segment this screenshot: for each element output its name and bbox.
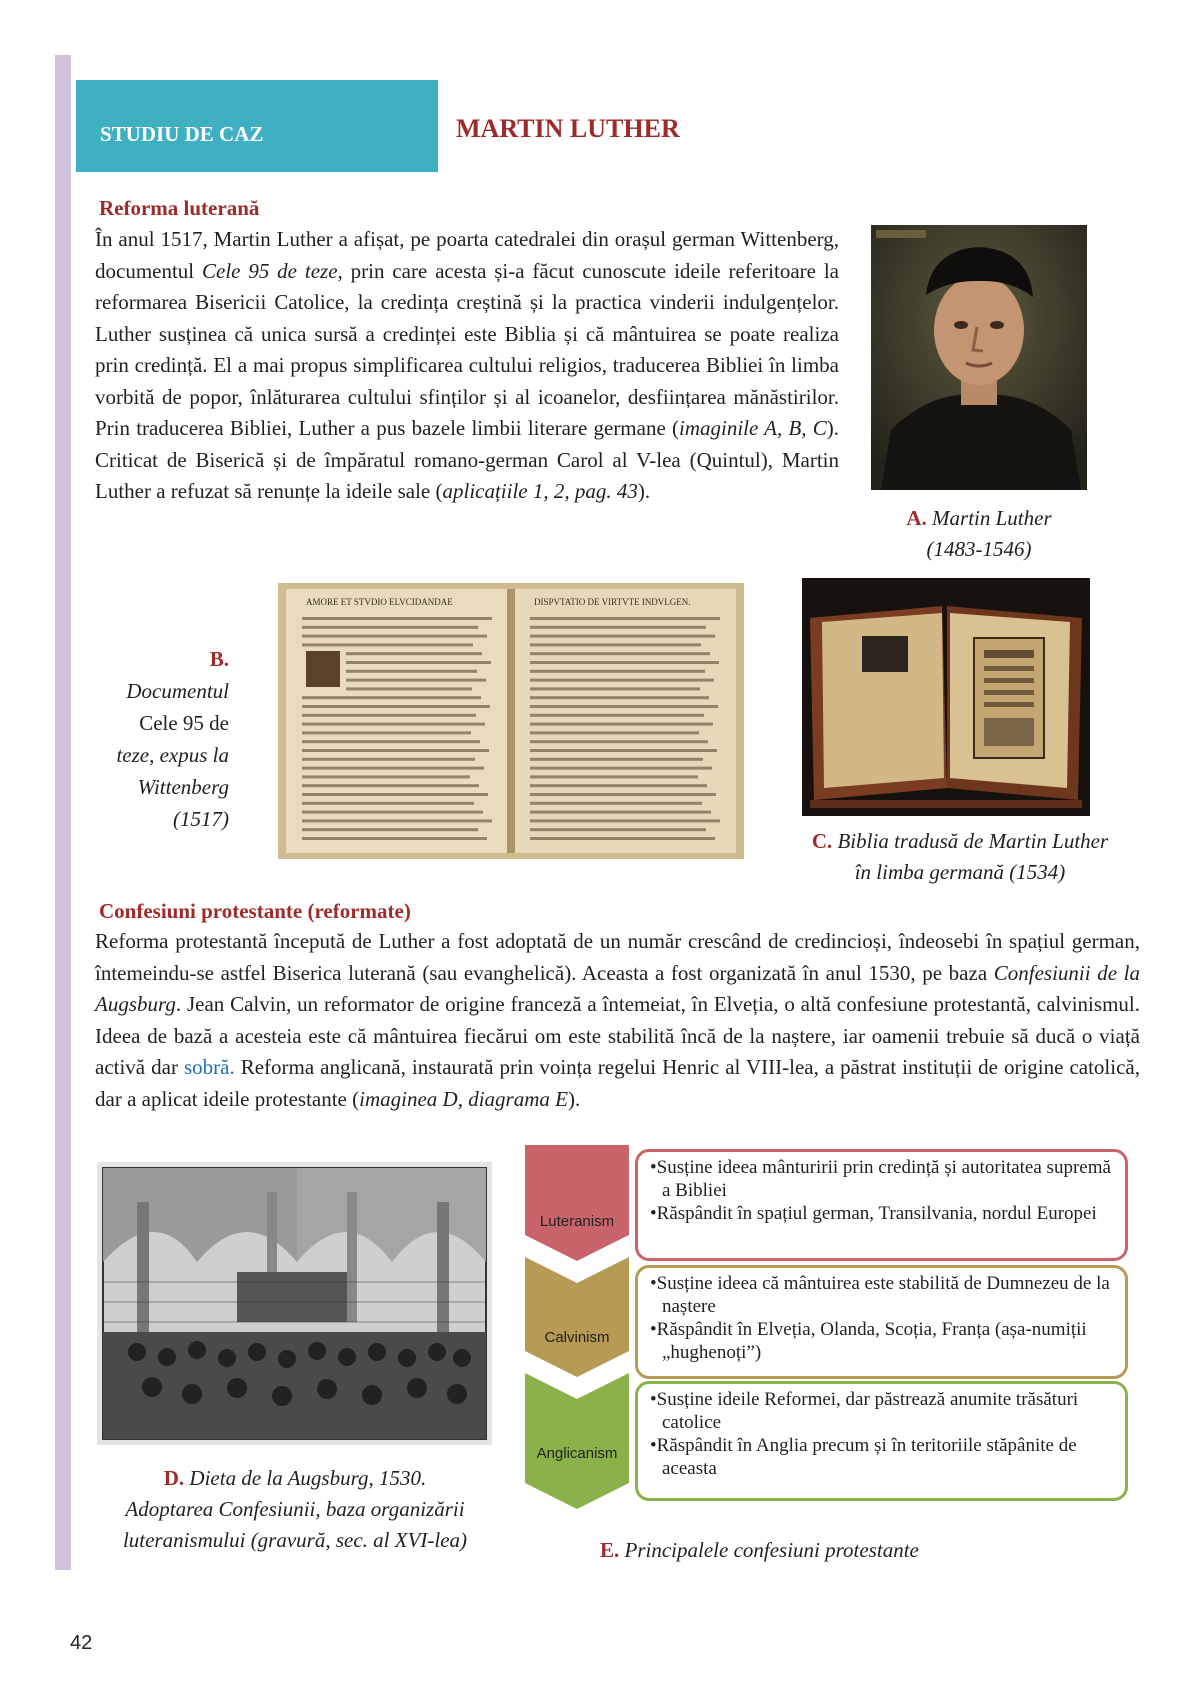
theses-text-line [530,802,702,805]
lutheran-reform-italic-run: Cele 95 de teze [202,258,338,283]
theses-text-line [530,784,707,787]
theses-text-line [530,775,698,778]
lutheranism-box [635,1149,1128,1261]
figure-b-line5: (1517) [173,807,229,831]
anglicanism-point-1: •Susține ideile Reformei, dar păstrează anumite trăsături catolice [650,1389,1079,1433]
theses-text-line [302,767,484,770]
anglicanism-point-2: •Răspândit în Anglia precum și în teritoriile stăpânite de aceasta [650,1435,1077,1479]
protestant-confessions-text-run: ). [567,1086,581,1111]
theses-text-line [302,696,481,699]
theses-text-line [530,819,720,822]
ninety-five-theses-image [278,583,744,859]
figure-e-caption [600,1535,1070,1566]
theses-left-header: AMORE ET STVDIO ELVCIDANDAE [306,597,453,607]
figure-d-line2: Adoptarea Confesiunii, baza organizării [125,1497,465,1521]
theses-text-line [346,652,482,655]
lutheran-reform-text-run: ). Criticat de Biserică și de împăratul romano-german Carol al V-lea (Quintul), Martin Luther a refuzat să renunțe la ideile sale ( [95,416,840,503]
protestant-confessions-highlight-run: sobră. [183,1055,235,1079]
theses-text-line [530,635,715,638]
lutheran-reform-text-run: , prin care acesta și-a făcut cunoscute ideile referitoare la reformarea Bisericii Catolice, la credința creștină și la practica vinderii indulgențelor. Luther susținea că unica sursă a credinței este Biblia și că mântuirea se poate realiza prin credință. El a mai propus simplificarea cultului religios, traducerea Bibliei în limba vorbită de popor, înlăturarea cultului sfinților și al icoanelor, desființarea mănăstirilor. Prin traducerea Bibliei, Luther a pus bazele limbii literare germane ( [95,258,839,440]
theses-text-line [530,687,700,690]
theses-text-line [302,811,483,814]
theses-text-line [302,714,476,717]
theses-text-line [302,819,492,822]
lutheran-reform-text-run: ). [637,479,651,503]
theses-text-line [302,802,474,805]
lutheran-reform-italic-run: imaginile A, B, C [679,416,827,440]
label-calvinism: Calvinism [544,1329,610,1346]
lutheran-reform-italic-run: aplicațiile 1, 2, pag. 43 [442,479,638,503]
figure-e-title: Principalele confesiuni protestante [624,1538,919,1562]
figure-d-title: Dieta de la Augsburg, 1530. [189,1466,427,1490]
theses-text-line [530,749,717,752]
luther-portrait-image [871,225,1087,490]
theses-text-line [530,714,704,717]
theses-text-line [302,775,470,778]
theses-text-line [530,723,713,726]
page-number: 42 [70,1632,93,1654]
theses-text-line [530,767,712,770]
figure-b-line2: Cele 95 de [139,711,229,735]
theses-text-line [530,837,715,840]
theses-text-line [346,661,491,664]
diet-of-augsburg-engraving [97,1162,492,1445]
theses-text-line [530,670,705,673]
theses-text-line [530,696,709,699]
case-study-label: STUDIU DE CAZ [100,122,264,146]
theses-text-line [302,837,487,840]
section-title-lutheran-reform: Reforma luterană [99,196,260,220]
theses-text-line [302,705,490,708]
lutheran-reform-text-run: În anul 1517, Martin Luther a afișat, pe poarta catedralei din orașul german Wittenberg, documentul [95,227,839,283]
section-title-protestant-confessions: Confesiuni protestante (reformate) [99,899,411,923]
chevron-lutheranism [525,1145,629,1261]
anglicanism-box [635,1381,1128,1501]
page-sidebar-bar [55,55,71,1570]
protestant-confessions-italic-run: imaginea D, diagrama E [359,1086,568,1111]
figure-d-caption [70,1463,520,1556]
calvinism-point-2: •Răspândit în Elveția, Olanda, Scoția, Franța (așa-numiții „hughenoți”) [650,1319,1087,1363]
theses-text-line [530,705,718,708]
page-title: MARTIN LUTHER [456,114,680,143]
theses-text-line [302,723,485,726]
luther-bible-image [802,578,1090,816]
theses-text-line [302,643,473,646]
theses-text-line [346,679,486,682]
theses-right-header: DISPVTATIO DE VIRTVTE INDVLGEN. [534,597,691,607]
theses-text-line [302,793,488,796]
chevron-calvinism [525,1257,629,1377]
theses-text-line [302,731,471,734]
theses-text-line [530,793,716,796]
figure-b-line4: Wittenberg [137,775,229,799]
theses-text-line [530,679,714,682]
paragraph-lutheran-reform [95,224,839,508]
figure-c-title: Biblia tradusă de Martin Luther [837,829,1109,853]
label-lutheranism: Luteranism [539,1213,615,1230]
theses-text-line [302,828,478,831]
figure-b-letter: B. [209,647,229,671]
theses-text-line [302,749,489,752]
figure-b-caption [95,643,229,835]
figure-a-caption [871,503,1087,565]
theses-text-line [302,626,478,629]
theses-text-line [530,643,701,646]
protestant-confessions-text-run: Reforma protestantă începută de Luther a fost adoptată de un număr crescând de credincioși, îndeosebi în spațiul german, întemeindu-se astfel Biserica luterană (sau evanghelică). Aceasta a fost organizată în anul 1530, pe baza [95,929,1140,985]
theses-text-line [346,670,477,673]
theses-text-line [530,731,699,734]
protestant-confessions-diagram [525,1145,1135,1510]
figure-a-dates: (1483-1546) [926,537,1032,561]
theses-text-line [530,740,708,743]
paragraph-protestant-confessions [95,926,1140,1115]
figure-c-caption [780,826,1140,888]
lutheranism-point-1: •Susține ideea mânturirii prin credință și autoritatea supremă a Bibliei [650,1157,1111,1201]
label-anglicanism: Anglicanism [536,1445,618,1462]
theses-text-line [302,635,487,638]
calvinism-point-1: •Susține ideea că mântuirea este stabilită de Dumnezeu de la naștere [650,1273,1110,1317]
protestant-confessions-text-run: Reforma anglicană, instaurată prin voința regelui Henric al VIII-lea, a păstrat instituții de origine catolică, dar a aplicat ideile protestante ( [95,1055,1140,1111]
theses-text-line [530,661,719,664]
figure-d-line3: luteranismului (gravură, sec. al XVI-lea) [122,1528,468,1552]
figure-c-letter: C. [811,829,833,853]
theses-text-line [530,828,706,831]
figure-d-letter: D. [163,1466,185,1490]
figure-b-line1: Documentul [126,679,229,703]
figure-e-letter: E. [600,1538,620,1562]
theses-text-line [530,758,703,761]
protestant-confessions-italic-run: Confesiunii de la Augsburg [95,960,1140,1016]
theses-text-line [530,626,706,629]
figure-c-subtitle: în limba germană (1534) [854,860,1066,884]
lutheranism-point-2: •Răspândit în spațiul german, Transilvania, nordul Europei [650,1203,1097,1224]
theses-text-line [346,687,472,690]
figure-a-title: Martin Luther [932,506,1052,530]
protestant-confessions-text-run: . Jean Calvin, un reformator de origine franceză a întemeiat, în Elveția, o altă confesiune protestantă, calvinismul. Ideea de bază a acesteia este că mântuirea fiecărui om este stabilită încă de la naștere, iar oamenii trebuie să ducă o viață activă dar [95,992,1140,1079]
theses-text-line [530,617,720,620]
theses-text-line [302,758,475,761]
figure-b-line3b: expus la [159,743,229,767]
theses-text-line [530,652,710,655]
theses-text-line [302,617,492,620]
calvinism-box [635,1265,1128,1379]
figure-b-line3a: teze, [116,743,155,767]
theses-text-line [302,740,480,743]
theses-text-line [302,784,479,787]
theses-text-line [530,811,711,814]
figure-a-letter: A. [906,506,927,530]
chevron-anglicanism [525,1373,629,1509]
